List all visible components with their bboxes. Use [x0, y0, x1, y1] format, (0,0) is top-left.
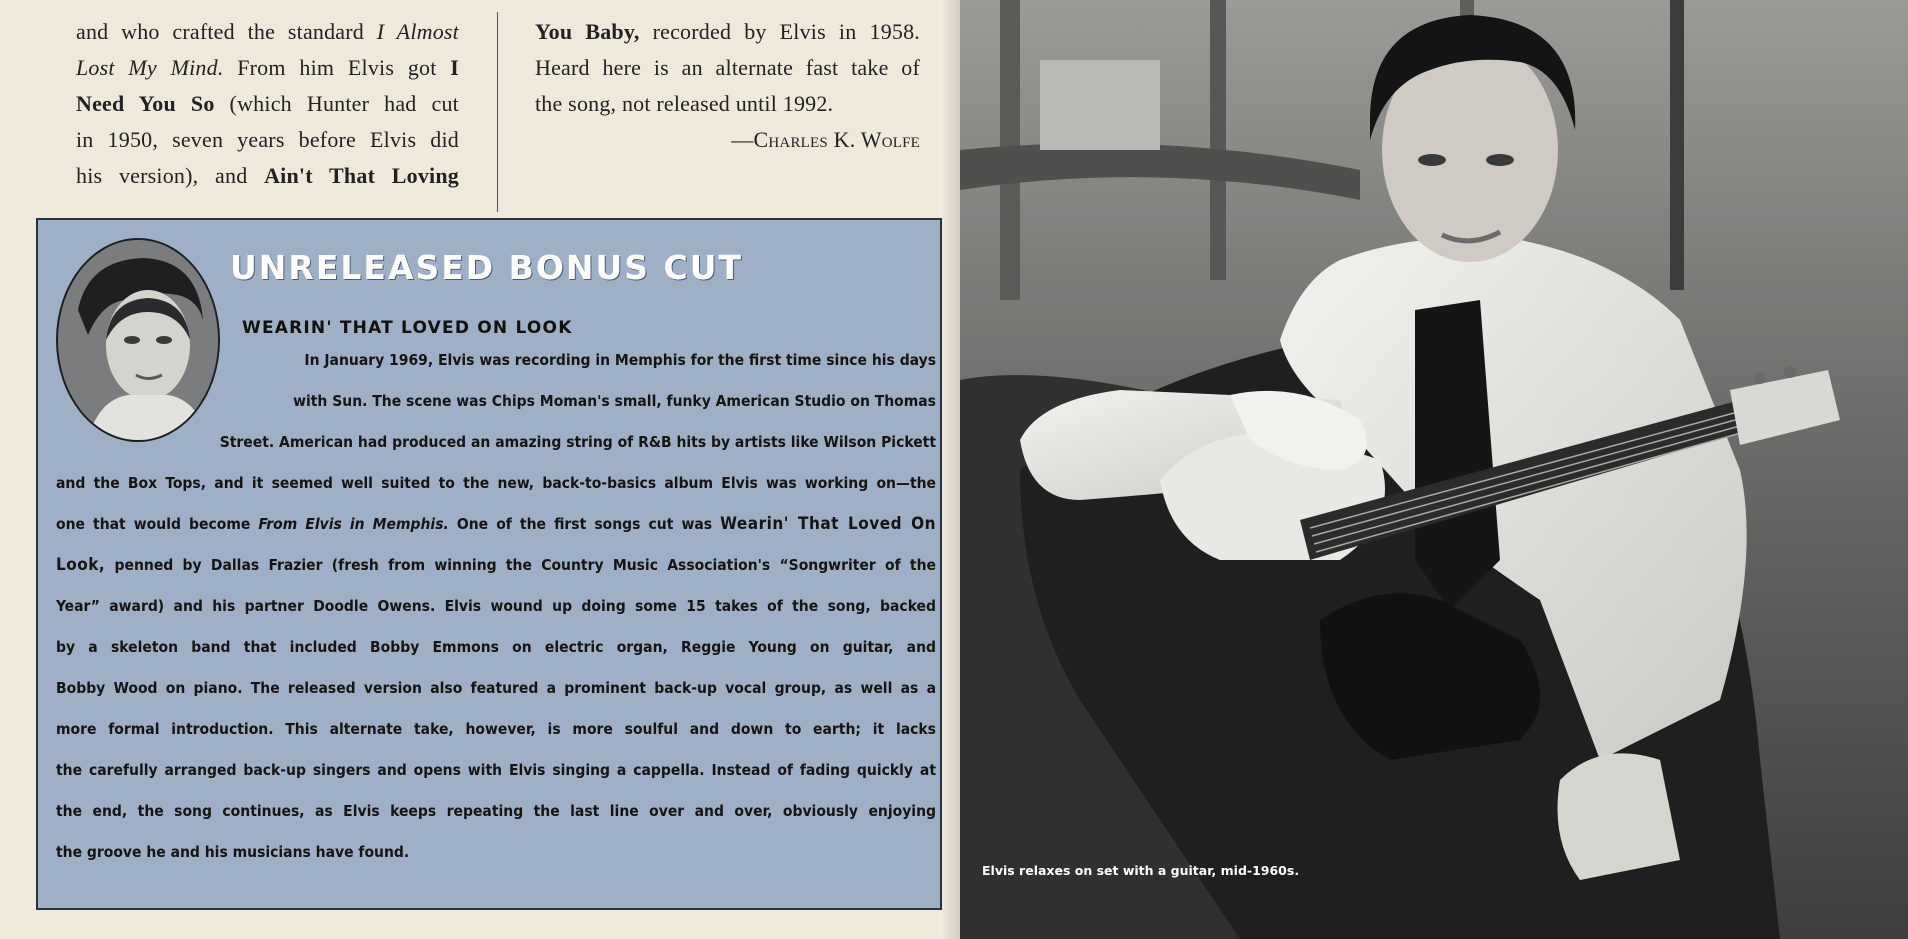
column-line: in 1950, seven years before Elvis did [76, 127, 459, 152]
elvis-guitar-photo [960, 0, 1908, 939]
song-title: WEARIN' THAT LOVED ON LOOK [242, 318, 573, 338]
body-line: the carefully arranged back-up singers and opens with Elvis singing a cappella. Instead of fading quickly at [56, 761, 936, 779]
body-line: Year” award) and his partner Doodle Owens. Elvis wound up doing some 15 takes of the song, backed [56, 597, 936, 615]
body-line: and the Box Tops, and it seemed well suited to the new, back-to-basics album Elvis was working on—the [56, 474, 936, 492]
column-line: the song, not released until 1992. [535, 91, 834, 116]
column-line: and who crafted the standard I Almost [76, 19, 459, 44]
photo-caption: Elvis relaxes on set with a guitar, mid-1960s. [982, 863, 1300, 878]
column-line: his version), and Ain't That Loving [76, 163, 459, 188]
body-line: more formal introduction. This alternate take, however, is more soulful and down to earth; it lacks [56, 720, 936, 738]
bonus-body-text [56, 340, 936, 873]
body-line: one that would become From Elvis in Memphis. One of the first songs cut was Wearin' That Loved On [56, 514, 937, 534]
body-line: Bobby Wood on piano. The released version also featured a prominent back-up vocal group, as well as a [56, 679, 936, 697]
body-line: Street. American had produced an amazing string of R&B hits by artists like Wilson Pickett [219, 433, 936, 451]
byline: —Charles K. Wolfe [731, 127, 920, 152]
column-line: Heard here is an alternate fast take of [535, 55, 920, 80]
body-line: by a skeleton band that included Bobby Emmons on electric organ, Reggie Young on guitar, and [56, 638, 936, 656]
column-divider [497, 12, 498, 212]
body-line: Look, penned by Dallas Frazier (fresh from winning the Country Music Association's “Songwriter of the [56, 555, 936, 575]
right-page-photo [960, 0, 1908, 939]
column-line: Lost My Mind. From him Elvis got I [76, 55, 459, 80]
body-line: the groove he and his musicians have found. [56, 843, 410, 861]
column-line: Need You So (which Hunter had cut [76, 91, 459, 116]
body-line: with Sun. The scene was Chips Moman's small, funky American Studio on Thomas [293, 392, 936, 410]
text-column-1 [76, 14, 459, 194]
text-column-2 [535, 14, 920, 158]
body-line: the end, the song continues, as Elvis keeps repeating the last line over and over, obviously enjoying [56, 802, 936, 820]
column-line: You Baby, recorded by Elvis in 1958. [535, 19, 921, 44]
body-line: In January 1969, Elvis was recording in Memphis for the first time since his days [304, 351, 936, 369]
bonus-heading: UNRELEASED BONUS CUT [230, 248, 744, 287]
bonus-cut-box [36, 218, 942, 910]
